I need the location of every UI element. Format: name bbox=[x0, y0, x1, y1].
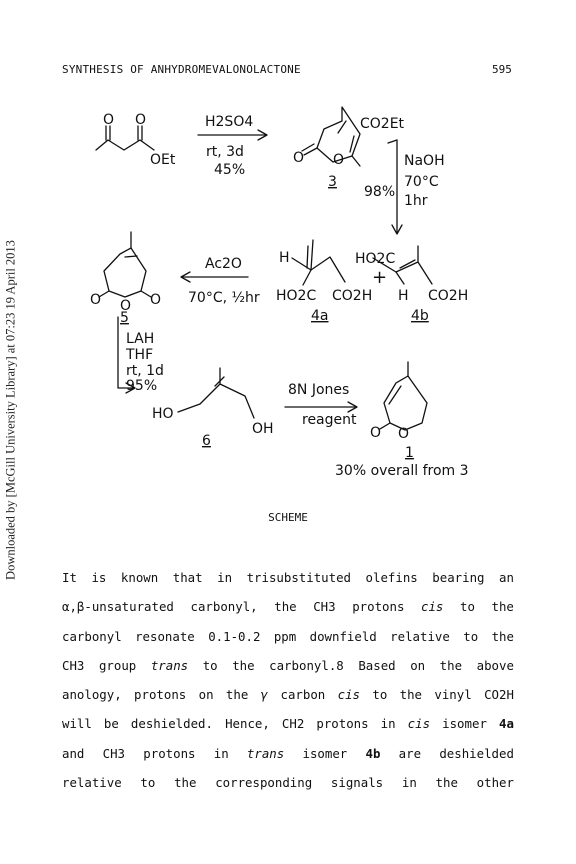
body-line: relative to the corresponding signals in the other bbox=[62, 775, 514, 791]
step4-reagent-1: LAH bbox=[126, 331, 155, 347]
compound-5-ring bbox=[104, 248, 146, 297]
c4a-ho2c-label: HO2C bbox=[276, 288, 317, 304]
scheme-caption: SCHEME bbox=[268, 511, 308, 524]
c6-ho-label: HO bbox=[152, 406, 174, 422]
c4b-co2h-label: CO2H bbox=[428, 288, 469, 304]
step2-temperature: 70°C bbox=[404, 174, 439, 190]
c3-carbonyl-o-label: O bbox=[293, 150, 305, 166]
overall-yield: 30% overall from 3 bbox=[335, 463, 469, 479]
step5-reagent2: reagent bbox=[302, 412, 357, 428]
body-paragraph bbox=[62, 563, 514, 797]
ethyl-acetoacetate-skeleton bbox=[96, 140, 154, 150]
step2-reagent: NaOH bbox=[404, 153, 445, 169]
c4a-co2h-label: CO2H bbox=[332, 288, 373, 304]
step1-reagent: H2SO4 bbox=[205, 114, 254, 130]
download-note: Downloaded by [McGill University Library] at 07:23 19 April 2013 bbox=[3, 240, 18, 580]
compound-4a-skeleton bbox=[292, 240, 345, 282]
step2-yield: 98% bbox=[364, 184, 396, 200]
c5-ring-o-label: O bbox=[120, 298, 132, 314]
c1-ring-o-label: O bbox=[398, 426, 410, 442]
compound-6-skeleton bbox=[178, 368, 254, 418]
c5-right-o-label: O bbox=[150, 292, 162, 308]
body-line: CH3 group trans to the carbonyl.8 Based on the above bbox=[62, 657, 514, 673]
ester-o-label: O bbox=[135, 112, 147, 128]
c4b-ho2c-label: HO2C bbox=[355, 251, 396, 267]
compound-5-label: 5 bbox=[120, 310, 129, 326]
step1-conditions: rt, 3d bbox=[206, 144, 244, 160]
body-line: will be deshielded. Hence, CH2 protons in cis isomer 4a bbox=[62, 716, 514, 732]
c3-ring-o-label: O bbox=[333, 152, 345, 168]
oet-label: OEt bbox=[150, 152, 176, 168]
body-line: α,β-unsaturated carbonyl, the CH3 protons cis to the bbox=[62, 599, 514, 615]
body-line: and CH3 protons in trans isomer 4b are deshielded bbox=[62, 745, 514, 761]
running-title: SYNTHESIS OF ANHYDROMEVALONOLACTONE bbox=[62, 63, 301, 76]
step3-reagent: Ac2O bbox=[205, 256, 242, 272]
c4a-h-label: H bbox=[279, 250, 290, 266]
step4-reagent-2: THF bbox=[126, 347, 154, 363]
body-line: carbonyl resonate 0.1-0.2 ppm downfield relative to the bbox=[62, 628, 514, 644]
step4-reagent-3: rt, 1d bbox=[126, 363, 164, 379]
compound-1-ring bbox=[384, 376, 427, 430]
step1-yield: 45% bbox=[214, 162, 246, 178]
c3-co2et-label: CO2Et bbox=[360, 116, 405, 132]
compound-6-label: 6 bbox=[202, 433, 211, 449]
compound-3-label: 3 bbox=[328, 174, 337, 190]
ketone-o-label: O bbox=[103, 112, 115, 128]
c5-left-o-label: O bbox=[90, 292, 102, 308]
compound-1-label: 1 bbox=[405, 445, 414, 461]
step2-time: 1hr bbox=[404, 193, 428, 209]
page-number: 595 bbox=[492, 63, 512, 76]
body-line: anology, protons on the γ carbon cis to the vinyl CO2H bbox=[62, 687, 514, 703]
body-line: It is known that in trisubstituted olefins bearing an bbox=[62, 570, 514, 585]
plus-sign: + bbox=[372, 267, 388, 288]
step5-reagent: 8N Jones bbox=[288, 382, 350, 398]
step3-conditions: 70°C, ½hr bbox=[188, 290, 260, 306]
c1-carbonyl-o-label: O bbox=[370, 425, 382, 441]
compound-4a-label: 4a bbox=[311, 308, 329, 324]
c4b-h-label: H bbox=[398, 288, 409, 304]
step4-reagent-4: 95% bbox=[126, 378, 158, 394]
c6-oh-label: OH bbox=[252, 421, 274, 437]
compound-4b-label: 4b bbox=[411, 308, 429, 324]
